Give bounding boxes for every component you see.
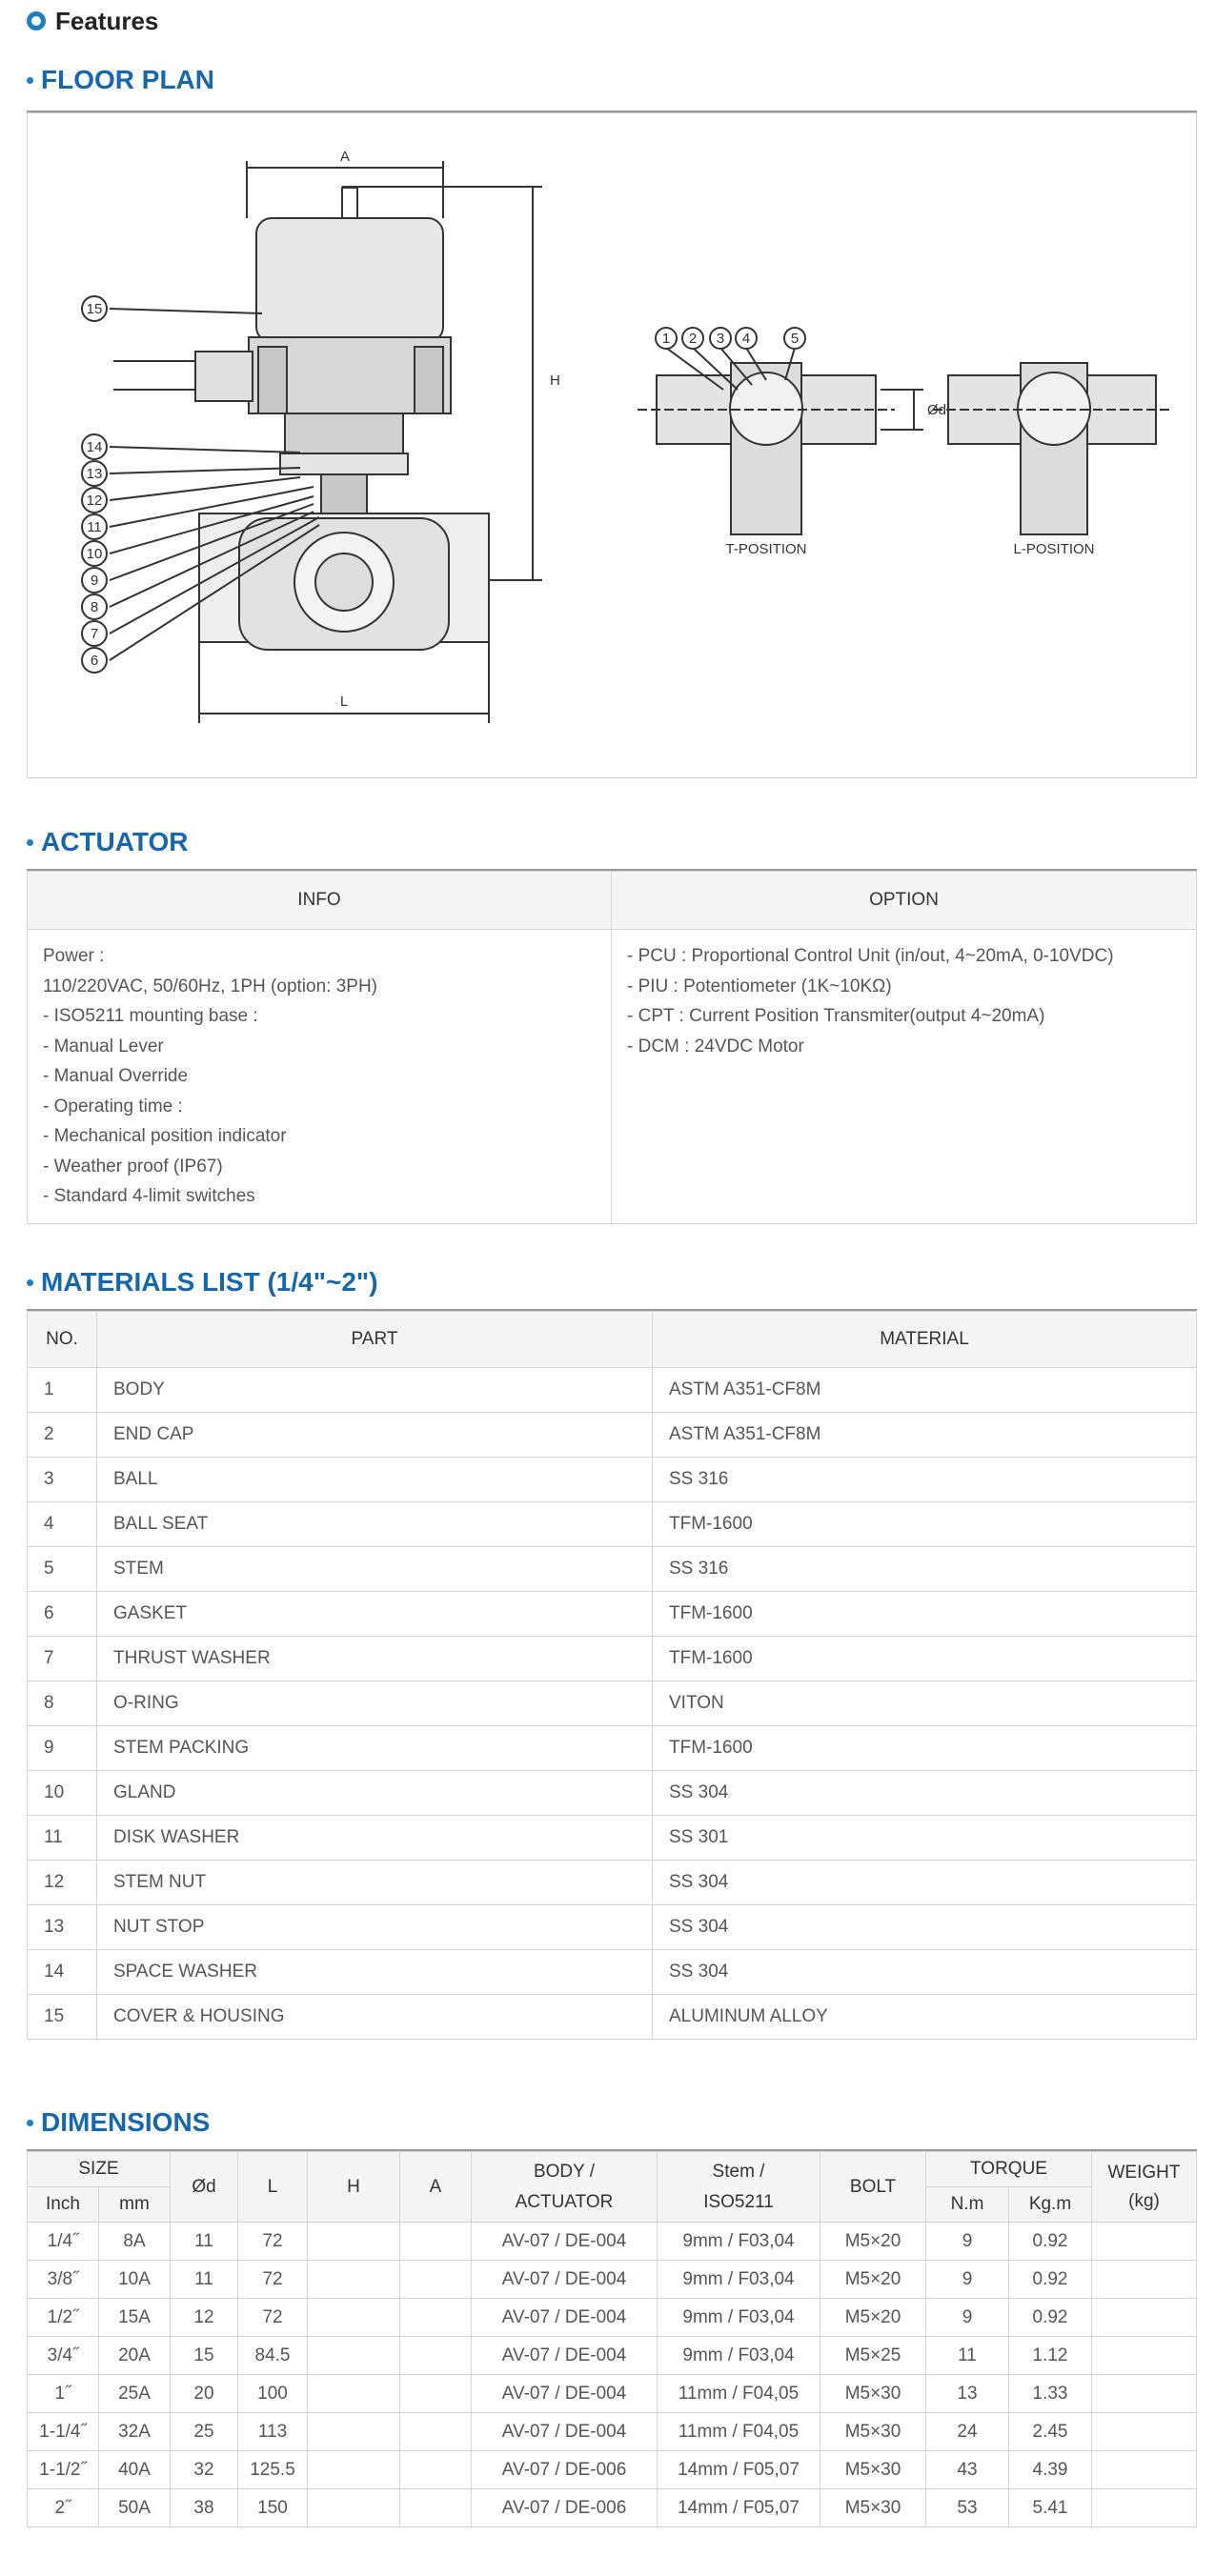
no-cell: 11	[28, 1816, 97, 1861]
bolt-cell: M5×20	[820, 2299, 926, 2337]
kgm-cell: 0.92	[1009, 2223, 1092, 2261]
inch-cell: 1/4˝	[28, 2223, 99, 2261]
dimensions-title: DIMENSIONS	[41, 2107, 211, 2137]
material-row	[28, 1950, 1197, 1995]
material-row	[28, 1368, 1197, 1413]
callout-number: 15	[86, 301, 103, 317]
section-callout-number: 3	[716, 331, 725, 347]
a-cell	[400, 2299, 472, 2337]
option-cell	[612, 930, 1197, 1224]
body-cell: AV-07 / DE-004	[472, 2299, 658, 2337]
material-row	[28, 1413, 1197, 1458]
stem-cell: 9mm / F03,04	[658, 2299, 820, 2337]
mm-cell: 10A	[99, 2261, 171, 2299]
no-cell: 7	[28, 1637, 97, 1681]
h-cell	[308, 2337, 400, 2375]
spec-line: - Manual Lever	[43, 1036, 164, 1057]
material-cell: ALUMINUM ALLOY	[653, 1995, 1197, 2040]
dimension-h-label: H	[550, 372, 560, 389]
mm-cell: 50A	[99, 2489, 171, 2527]
dimension-row	[28, 2451, 1197, 2489]
no-cell: 8	[28, 1681, 97, 1726]
actuator-heading	[27, 827, 1197, 857]
body-cell: AV-07 / DE-004	[472, 2261, 658, 2299]
spec-line: - Standard 4-limit switches	[43, 1186, 255, 1206]
spec-line: - DCM : 24VDC Motor	[627, 1036, 804, 1057]
bolt-cell: M5×30	[820, 2375, 926, 2413]
bolt-cell: M5×25	[820, 2337, 926, 2375]
part-cell: DISK WASHER	[97, 1816, 653, 1861]
nm-cell: 9	[926, 2261, 1009, 2299]
material-cell: SS 316	[653, 1458, 1197, 1502]
material-cell: ASTM A351-CF8M	[653, 1368, 1197, 1413]
l-header: L	[238, 2152, 308, 2223]
no-cell: 4	[28, 1502, 97, 1547]
a-cell	[400, 2451, 472, 2489]
nm-cell: 11	[926, 2337, 1009, 2375]
a-cell	[400, 2413, 472, 2451]
material-row	[28, 1905, 1197, 1950]
material-cell: SS 304	[653, 1771, 1197, 1816]
no-cell: 2	[28, 1413, 97, 1458]
option-header: OPTION	[612, 872, 1197, 930]
weight-cell	[1092, 2489, 1197, 2527]
inch-cell: 2˝	[28, 2489, 99, 2527]
torque-header: TORQUE	[926, 2152, 1092, 2187]
part-cell: BALL SEAT	[97, 1502, 653, 1547]
material-row	[28, 1995, 1197, 2040]
mm-cell: 20A	[99, 2337, 171, 2375]
bolt-cell: M5×30	[820, 2451, 926, 2489]
dimension-row	[28, 2489, 1197, 2527]
features-heading	[27, 4, 158, 38]
part-header: PART	[97, 1312, 653, 1368]
nm-cell: 13	[926, 2375, 1009, 2413]
h-cell	[308, 2223, 400, 2261]
part-cell: END CAP	[97, 1413, 653, 1458]
callout-number: 12	[86, 493, 103, 509]
weight-cell	[1092, 2451, 1197, 2489]
no-cell: 9	[28, 1726, 97, 1771]
h-cell	[308, 2261, 400, 2299]
material-row	[28, 1637, 1197, 1681]
part-cell: BODY	[97, 1368, 653, 1413]
spec-line: 110/220VAC, 50/60Hz, 1PH (option: 3PH)	[43, 976, 377, 996]
spec-line: - Manual Override	[43, 1066, 189, 1086]
l-cell: 72	[238, 2223, 308, 2261]
kgm-cell: 1.12	[1009, 2337, 1092, 2375]
materials-heading	[27, 1267, 1197, 1298]
section-callout-number: 5	[790, 331, 800, 347]
h-cell	[308, 2299, 400, 2337]
weight-cell	[1092, 2375, 1197, 2413]
dimensions-table	[27, 2151, 1197, 2527]
l-cell: 84.5	[238, 2337, 308, 2375]
stem-cell: 14mm / F05,07	[658, 2489, 820, 2527]
bullet-icon	[27, 77, 33, 84]
bolt-cell: M5×30	[820, 2413, 926, 2451]
weight-header: WEIGHT (kg)	[1092, 2152, 1197, 2223]
callout-number: 14	[86, 439, 103, 455]
material-row	[28, 1726, 1197, 1771]
floor-plan-heading	[27, 65, 1197, 95]
h-cell	[308, 2489, 400, 2527]
kgm-cell: 4.39	[1009, 2451, 1092, 2489]
material-header: MATERIAL	[653, 1312, 1197, 1368]
spec-line: - CPT : Current Position Transmiter(output 4~20mA)	[627, 1006, 1045, 1026]
material-cell: TFM-1600	[653, 1726, 1197, 1771]
mm-cell: 40A	[99, 2451, 171, 2489]
bolt-cell: M5×20	[820, 2223, 926, 2261]
material-cell: ASTM A351-CF8M	[653, 1413, 1197, 1458]
part-cell: GASKET	[97, 1592, 653, 1637]
callout-number: 13	[86, 466, 103, 482]
section-callout-number: 1	[661, 331, 671, 347]
inch-cell: 1-1/4˝	[28, 2413, 99, 2451]
inch-cell: 3/4˝	[28, 2337, 99, 2375]
material-cell: TFM-1600	[653, 1637, 1197, 1681]
actuator-title: ACTUATOR	[41, 827, 189, 856]
a-cell	[400, 2261, 472, 2299]
part-cell: COVER & HOUSING	[97, 1995, 653, 2040]
body-cell: AV-07 / DE-006	[472, 2489, 658, 2527]
kgm-header: Kg.m	[1009, 2187, 1092, 2223]
dimensions-heading	[27, 2107, 1197, 2138]
body-cell: AV-07 / DE-006	[472, 2451, 658, 2489]
a-header: A	[400, 2152, 472, 2223]
part-cell: STEM PACKING	[97, 1726, 653, 1771]
inch-cell: 1/2˝	[28, 2299, 99, 2337]
body-cell: AV-07 / DE-004	[472, 2375, 658, 2413]
no-cell: 12	[28, 1861, 97, 1905]
bullet-icon	[27, 839, 33, 846]
nm-cell: 53	[926, 2489, 1009, 2527]
stem-cell: 9mm / F03,04	[658, 2261, 820, 2299]
nm-cell: 43	[926, 2451, 1009, 2489]
material-cell: TFM-1600	[653, 1502, 1197, 1547]
h-cell	[308, 2375, 400, 2413]
dimension-l-label: L	[339, 694, 349, 710]
d-cell: 25	[171, 2413, 238, 2451]
stem-cell: 11mm / F04,05	[658, 2375, 820, 2413]
section-callout-number: 2	[688, 331, 698, 347]
no-cell: 14	[28, 1950, 97, 1995]
spec-line: - Mechanical position indicator	[43, 1126, 287, 1146]
weight-cell	[1092, 2299, 1197, 2337]
l-cell: 72	[238, 2261, 308, 2299]
t-position-label: T-POSITION	[725, 541, 807, 557]
material-row	[28, 1547, 1197, 1592]
part-cell: NUT STOP	[97, 1905, 653, 1950]
spec-line: - ISO5211 mounting base :	[43, 1006, 258, 1026]
stem-header: Stem / ISO5211	[658, 2152, 820, 2223]
stem-cell: 11mm / F04,05	[658, 2413, 820, 2451]
material-cell: SS 316	[653, 1547, 1197, 1592]
material-cell: SS 304	[653, 1905, 1197, 1950]
d-cell: 20	[171, 2375, 238, 2413]
spec-line: - PIU : Potentiometer (1K~10KΩ)	[627, 976, 892, 996]
actuator-table	[27, 871, 1197, 1224]
weight-cell	[1092, 2337, 1197, 2375]
spec-line: - PCU : Proportional Control Unit (in/out, 4~20mA, 0-10VDC)	[627, 946, 1114, 966]
mm-cell: 15A	[99, 2299, 171, 2337]
a-cell	[400, 2223, 472, 2261]
no-cell: 3	[28, 1458, 97, 1502]
part-cell: SPACE WASHER	[97, 1950, 653, 1995]
weight-cell	[1092, 2261, 1197, 2299]
no-cell: 13	[28, 1905, 97, 1950]
body-cell: AV-07 / DE-004	[472, 2413, 658, 2451]
nm-header: N.m	[926, 2187, 1009, 2223]
section-callout-group	[656, 328, 805, 349]
spec-line: Power :	[43, 946, 105, 966]
bullet-icon	[27, 1279, 33, 1286]
d-cell: 12	[171, 2299, 238, 2337]
no-cell: 6	[28, 1592, 97, 1637]
part-cell: BALL	[97, 1458, 653, 1502]
material-row	[28, 1816, 1197, 1861]
h-header: H	[308, 2152, 400, 2223]
material-cell: SS 304	[653, 1950, 1197, 1995]
d-cell: 11	[171, 2261, 238, 2299]
weight-cell	[1092, 2413, 1197, 2451]
material-cell: TFM-1600	[653, 1592, 1197, 1637]
material-row	[28, 1681, 1197, 1726]
h-cell	[308, 2413, 400, 2451]
dimension-row	[28, 2299, 1197, 2337]
material-row	[28, 1458, 1197, 1502]
kgm-cell: 0.92	[1009, 2261, 1092, 2299]
floor-plan-drawing-box	[27, 112, 1197, 778]
features-title: Features	[55, 6, 159, 35]
material-cell: SS 301	[653, 1816, 1197, 1861]
stem-cell: 9mm / F03,04	[658, 2223, 820, 2261]
dimension-row	[28, 2261, 1197, 2299]
mm-cell: 25A	[99, 2375, 171, 2413]
a-cell	[400, 2375, 472, 2413]
floor-plan-title: FLOOR PLAN	[41, 65, 214, 94]
l-cell: 113	[238, 2413, 308, 2451]
material-row	[28, 1502, 1197, 1547]
nm-cell: 9	[926, 2299, 1009, 2337]
floor-plan-drawing	[28, 113, 1196, 777]
dimension-row	[28, 2223, 1197, 2261]
part-cell: STEM NUT	[97, 1861, 653, 1905]
l-cell: 125.5	[238, 2451, 308, 2489]
kgm-cell: 5.41	[1009, 2489, 1092, 2527]
callout-number: 11	[87, 519, 102, 535]
body-actuator-header: BODY / ACTUATOR	[472, 2152, 658, 2223]
d-cell: 32	[171, 2451, 238, 2489]
l-cell: 72	[238, 2299, 308, 2337]
circle-bullet-icon	[27, 11, 46, 30]
material-row	[28, 1861, 1197, 1905]
no-cell: 15	[28, 1995, 97, 2040]
body-cell: AV-07 / DE-004	[472, 2223, 658, 2261]
weight-cell	[1092, 2223, 1197, 2261]
callout-number: 10	[86, 546, 103, 562]
h-cell	[308, 2451, 400, 2489]
material-row	[28, 1771, 1197, 1816]
kgm-cell: 2.45	[1009, 2413, 1092, 2451]
part-cell: THRUST WASHER	[97, 1637, 653, 1681]
l-position-label: L-POSITION	[1013, 541, 1095, 557]
material-cell: VITON	[653, 1681, 1197, 1726]
no-cell: 1	[28, 1368, 97, 1413]
l-cell: 100	[238, 2375, 308, 2413]
part-cell: STEM	[97, 1547, 653, 1592]
dimension-d-label: Ød	[927, 402, 947, 418]
callout-number: 8	[90, 599, 99, 615]
a-cell	[400, 2489, 472, 2527]
dimension-a-label: A	[339, 149, 351, 165]
kgm-cell: 0.92	[1009, 2299, 1092, 2337]
part-cell: O-RING	[97, 1681, 653, 1726]
a-cell	[400, 2337, 472, 2375]
inch-cell: 1-1/2˝	[28, 2451, 99, 2489]
d-cell: 11	[171, 2223, 238, 2261]
info-header: INFO	[28, 872, 612, 930]
materials-title: MATERIALS LIST (1/4"~2")	[41, 1267, 378, 1297]
bolt-header: BOLT	[820, 2152, 926, 2223]
spec-line: - Operating time :	[43, 1096, 183, 1117]
bolt-cell: M5×20	[820, 2261, 926, 2299]
inch-cell: 1˝	[28, 2375, 99, 2413]
stem-cell: 9mm / F03,04	[658, 2337, 820, 2375]
inch-cell: 3/8˝	[28, 2261, 99, 2299]
dimension-row	[28, 2413, 1197, 2451]
kgm-cell: 1.33	[1009, 2375, 1092, 2413]
size-header: SIZE	[28, 2152, 171, 2187]
material-cell: SS 304	[653, 1861, 1197, 1905]
d-cell: 15	[171, 2337, 238, 2375]
dimension-row	[28, 2337, 1197, 2375]
inch-header: Inch	[28, 2187, 99, 2223]
no-cell: 5	[28, 1547, 97, 1592]
spec-line: - Weather proof (IP67)	[43, 1156, 223, 1177]
dimension-row	[28, 2375, 1197, 2413]
callout-number: 9	[90, 573, 99, 589]
callout-number: 6	[90, 653, 99, 669]
bullet-icon	[27, 2120, 33, 2126]
no-header: NO.	[28, 1312, 97, 1368]
stem-cell: 14mm / F05,07	[658, 2451, 820, 2489]
mm-cell: 32A	[99, 2413, 171, 2451]
nm-cell: 24	[926, 2413, 1009, 2451]
d-header: Ød	[171, 2152, 238, 2223]
part-cell: GLAND	[97, 1771, 653, 1816]
callout-number: 7	[90, 626, 99, 642]
l-cell: 150	[238, 2489, 308, 2527]
info-cell	[28, 930, 612, 1224]
materials-table	[27, 1311, 1197, 2040]
material-row	[28, 1592, 1197, 1637]
mm-cell: 8A	[99, 2223, 171, 2261]
body-cell: AV-07 / DE-004	[472, 2337, 658, 2375]
section-callout-number: 4	[741, 331, 751, 347]
bolt-cell: M5×30	[820, 2489, 926, 2527]
mm-header: mm	[99, 2187, 171, 2223]
nm-cell: 9	[926, 2223, 1009, 2261]
no-cell: 10	[28, 1771, 97, 1816]
d-cell: 38	[171, 2489, 238, 2527]
callout-group	[82, 296, 107, 673]
